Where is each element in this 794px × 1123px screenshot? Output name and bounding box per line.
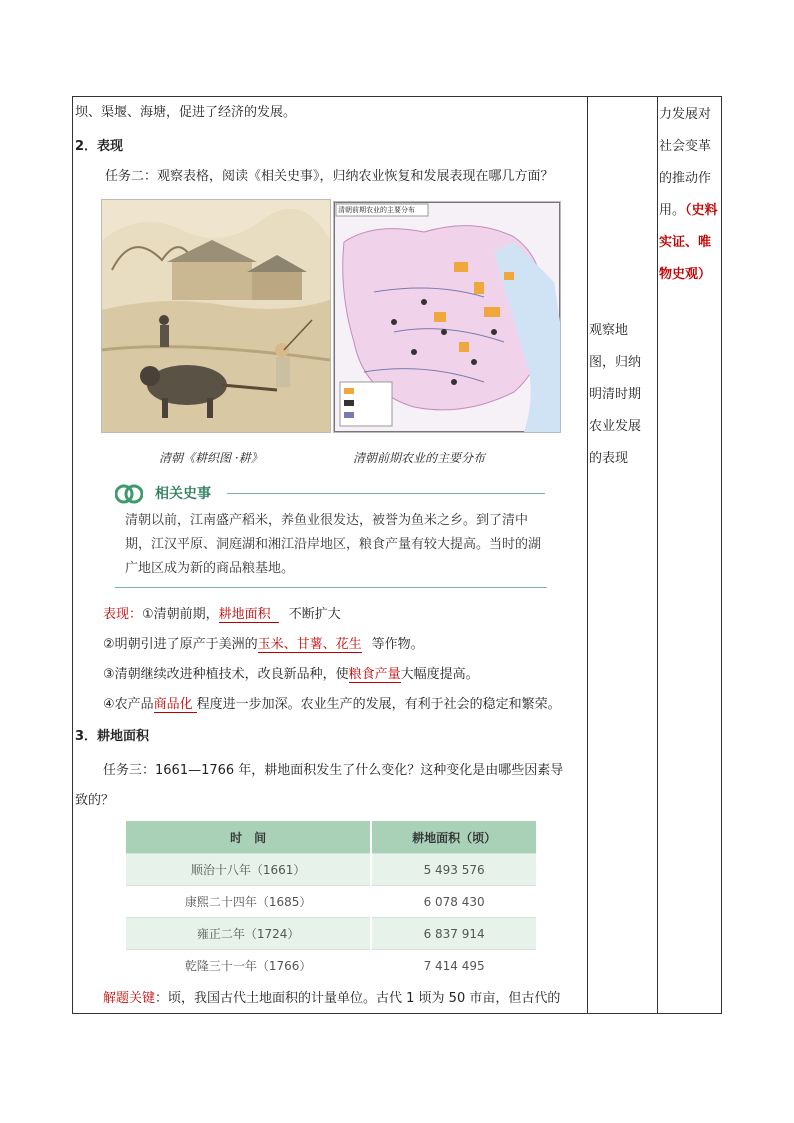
plowing-painting-image (101, 199, 331, 433)
student-activity-text: 观察地图，归纳明清时期农业发展的表现 (589, 323, 642, 466)
related-history-box (115, 483, 547, 589)
section-heading: 2．表现 (75, 139, 124, 154)
performance-line-2: ②明朝引进了原产于美洲的玉米、甘薯、花生 等作物。 (103, 637, 424, 652)
task-two-prompt: 任务二：观察表格，阅读《相关史事》，归纳农业恢复和发展表现在哪几方面？ (105, 169, 554, 184)
painting-caption: 清朝《耕织图 ·耕》 (159, 451, 263, 465)
student-activity-column (587, 97, 657, 1013)
section-heading: 3．耕地面积 (75, 729, 150, 744)
key-note: 解题关键：顷，我国古代土地面积的计量单位。古代 1 顷为 50 市亩，但古代的 (103, 991, 561, 1006)
table-row (126, 950, 536, 982)
history-logo-icon (115, 483, 143, 505)
design-intent-text: 力发展对社会变革的推动作用。（史料实证、唯物史观） (659, 107, 718, 282)
table-cell-time: 乾隆三十一年（1766） (126, 950, 371, 982)
map-icon (334, 202, 560, 432)
performance-line-1: 表现：①清朝前期，耕地面积 不断扩大 (103, 607, 341, 622)
performance-line-3: ③清朝继续改进种植技术，改良新品种，使粮食产量大幅度提高。 (103, 667, 479, 682)
task-three-prompt: 任务三：1661—1766 年，耕地面积发生了什么变化？这种变化是由哪些因素导 (103, 763, 564, 778)
performance-line-4: ④农产品商品化 程度进一步加深。农业生产的发展，有利于社会的稳定和繁荣。 (103, 697, 561, 712)
lesson-plan-table (72, 96, 722, 1014)
table-cell-time: 雍正二年（1724） (126, 918, 371, 950)
text-line: 坝、渠堰、海塘，促进了经济的发展。 (75, 105, 297, 120)
column-header-area: 耕地面积（顷） (371, 821, 536, 854)
related-history-title: 相关史事 (155, 486, 211, 502)
table-cell-time: 康熙二十四年（1685） (126, 886, 371, 918)
table-cell-area: 5 493 576 (371, 854, 536, 886)
table-row (126, 886, 536, 918)
map-title: 清朝前期农业的主要分布 (338, 206, 415, 214)
map-caption: 清朝前期农业的主要分布 (353, 451, 486, 465)
table-cell-time: 顺治十八年（1661） (126, 854, 371, 886)
table-cell-area: 6 078 430 (371, 886, 536, 918)
task-three-prompt-cont: 致的？ (75, 793, 115, 808)
related-history-text: 清朝以前，江南盛产稻米，养鱼业很发达，被誉为鱼米之乡。到了清中期，江汉平原、洞庭湖和湘江沿岸地区，粮食产量有较大提高。当时的湖广地区成为新的商品粮基地。 (125, 513, 542, 576)
table-row (126, 918, 536, 950)
story-top-rule (227, 493, 545, 494)
table-cell-area: 7 414 495 (371, 950, 536, 982)
story-bottom-rule (115, 587, 547, 588)
agriculture-distribution-map (333, 201, 561, 433)
plowing-painting-icon (102, 200, 330, 432)
table-cell-area: 6 837 914 (371, 918, 536, 950)
farmland-area-table (126, 821, 536, 981)
teaching-content-column (73, 97, 587, 1013)
design-intent-column (657, 97, 723, 1013)
table-row (126, 854, 536, 886)
column-header-time: 时 间 (126, 821, 371, 854)
